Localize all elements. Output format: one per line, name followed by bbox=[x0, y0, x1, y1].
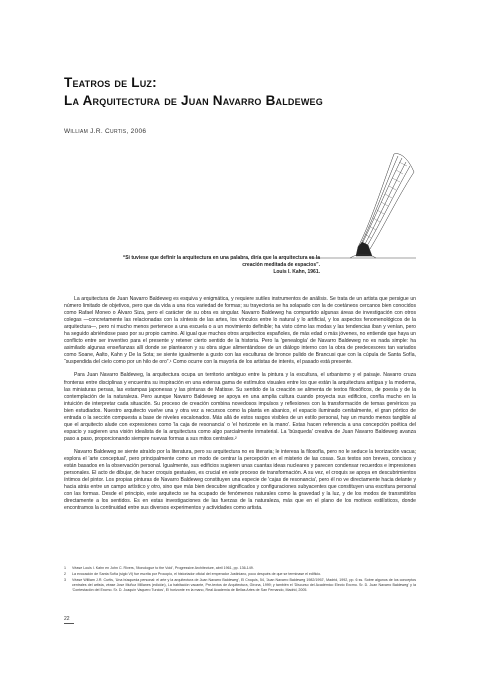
title-line-1: Teatros de Luz: bbox=[64, 75, 157, 90]
page-number: 22 bbox=[64, 616, 70, 622]
body-paragraph-3: Navarro Baldeweg se siente atraído por la literatura, pero su arquitectura no es literaria; le interesa la filosofía, pero no le seduce la teorización vacua; explora el 'arte conceptual', pero principalmente como un modo de centrar la percepción en el misterio de las cosas. Sus textos son breves, concisos y están basados en la observación personal. Igualmente, sus edificios sugieren unas cuantas ideas nucleares y parecen condensar recuerdos e impresiones personales. El acto de dibujar, de hacer croquis gestuales, es crucial en este proceso de transformación. A su vez, el croquis se apoya en descubrimientos íntimos del pintor. Los propias pinturas de Navarro Baldeweg constituyen una especie de 'cajas de resonancia', pero él no ve directamente hacia delante y hacia atrás entre un campo artístico y otro, sino que más bien descubre significados y configuraciones subyacentes que constituyen una escritura personal con las formas. Desde el principio, este arquitecto se ha ocupado de fenómenos naturales como la gravedad y la luz, y de los modos de transmitirlos directamente a los sentidos. Es en estas investigaciones de las fuerzas de la naturaleza, más que en el plano de los motivos estilísticos, donde encontramos la continuidad entre sus diversos experimentos y actividades como artista. bbox=[64, 448, 416, 512]
epigraph bbox=[120, 255, 320, 276]
footnote-number: 3 bbox=[64, 578, 66, 582]
article-body bbox=[64, 296, 416, 518]
article-title bbox=[64, 74, 444, 110]
footnote bbox=[64, 566, 416, 571]
body-paragraph-2: Para Juan Navarro Baldeweg, la arquitectura ocupa un territorio ambiguo entre la pintura y la escultura, el urbanismo y el paisaje. Navarro cruza fronteras entre disciplinas y encuentra su inspiración en una extensa gama de estímulos visuales entre los que están la arquitectura antigua y la moderna, las miniaturas persas, las estampas japonesas y las pinturas de Matisse. Su sentido de la creación se alimenta de textos filosóficos, de poesía y de la contemplación de la naturaleza. Pero aunque Navarro Baldeweg se apoya en una amplia cultura cuando proyecta sus edificios, confía mucho en la intuición de interpretar cada situación. Su proceso de creación combina novedosos impulsos y reflexiones con la transformación de temas genéricos ya bien estudiados. Nuestro arquitecto vuelve una y otra vez a recursos como la planta en abanico, el espacio iluminado cenitalmente, el gran pórtico de entrada o la sección compuesta a base de niveles escalonados. Más allá de estos rasgos visibles de un estilo personal, hay un mundo menos tangible al que el arquitecto alude con expresiones como 'la caja de resonancia' o 'el horizonte en la mano'. Estas hacen referencia a una concepción poética del espacio y sugieren una visión idealista de la arquitectura como algo parcialmente inmaterial. La 'búsqueda' creativa de Juan Navarro Baldeweg avanza paso a paso, proporcionando siempre nuevas formas a sus mitos centrales.² bbox=[64, 372, 416, 442]
author-line: William J.R. Curtis, 2006 bbox=[64, 128, 147, 135]
footnote bbox=[64, 578, 416, 593]
footnotes bbox=[64, 566, 416, 594]
footnote-number: 2 bbox=[64, 572, 66, 576]
footnote bbox=[64, 572, 416, 577]
lightbeam-sketch bbox=[310, 150, 416, 278]
footnote-number: 1 bbox=[64, 566, 66, 570]
page-number-rule bbox=[64, 623, 74, 624]
epigraph-attribution: Louis I. Kahn, 1961. bbox=[273, 269, 320, 275]
footnote-text: La evocación de Santa Sofía (siglo VI) fue escrita por Procopio, el historiador oficial del emperador Justiniano, poco después de que se terminase el edificio. bbox=[72, 572, 322, 576]
footnote-text: Véase Louis I. Kahn en John C. Rivers, 'Monologue to the Void', Progressive Architecture, abril 1961, pp. 136-149. bbox=[72, 566, 254, 570]
body-paragraph-1: La arquitectura de Juan Navarro Baldeweg es esquiva y enigmática, y requiere sutiles instrumentos de análisis. Se trata de un artista que persigue un número limitado de objetivos, pero que da vida a una rica variedad de formas; su trayectoria se ha solapado con la de coetáneos cercanos bien conocidos como Rafael Moneo o Álvaro Siza, pero el carácter de su obra es singular. Navarro Baldeweg ha compartido algunas áreas de investigación con otros colegas —concretamente las relacionadas con la síntesis de las artes, los vínculos entre lo natural y lo artificial, y los aspectos fenomenológicos de la arquitectura—, pero ni mucho menos pertenece a una escuela o a un movimiento definible; ha visto cómo las modas y las tendencias iban y venían, pero ha seguido abriéndose paso por su propio camino. Al igual que muchos otros arquitectos españoles, de más edad o más jóvenes, no entiende que haya un conflicto entre ser inventivo para el presente y retener cierto sentido de la historia. Pero la 'genealogía' de Navarro Baldeweg no es nada simple: ha asimilado algunas enseñanzas allí donde se plantearon y su obra sigue alimentándose de un diálogo interno con la obra de predecesores tan variados como Soane, Aalto, Kahn y De la Sota; se siente igualmente a gusto con las esculturas de bronce pulido de Brancusi que con la cúpula de Santa Sofía, “suspendida del cielo como por un hilo de oro”.¹ Como ocurre con la mayoría de los artistas de interés, el pasado está presente. bbox=[64, 296, 416, 366]
epigraph-quote: “Si tuviese que definir la arquitectura en una palabra, diría que la arquitectura es la creación meditada de espacios”. bbox=[122, 255, 320, 268]
footnote-text: Véase William J.R. Curtis, 'Una búsqueda personal: el arte y la arquitectura de Juan Navarro Baldeweg', El Croquis, 54, 'Juan Navarro Baldeweg 1982/1992', Madrid, 1992, pp. 6 ss. Sobre algunos de los conceptos centrales del artista, véase Jose Muñoz Millanes (edición), La habitación vacante, Pre-textos de Arquitectura, Girona, 1999; y también el 'Discurso del Académico Electo Excmo. Sr. D. Juan Navarro Baldeweg' y la 'Contestación del Excmo. Sr. D. Joaquín Vaquero Turcios', El horizonte en la mano, Real Academia de Bellas Artes de San Fernando, Madrid, 2005. bbox=[72, 578, 416, 592]
title-line-2: La Arquitectura de Juan Navarro Baldeweg bbox=[64, 93, 323, 108]
